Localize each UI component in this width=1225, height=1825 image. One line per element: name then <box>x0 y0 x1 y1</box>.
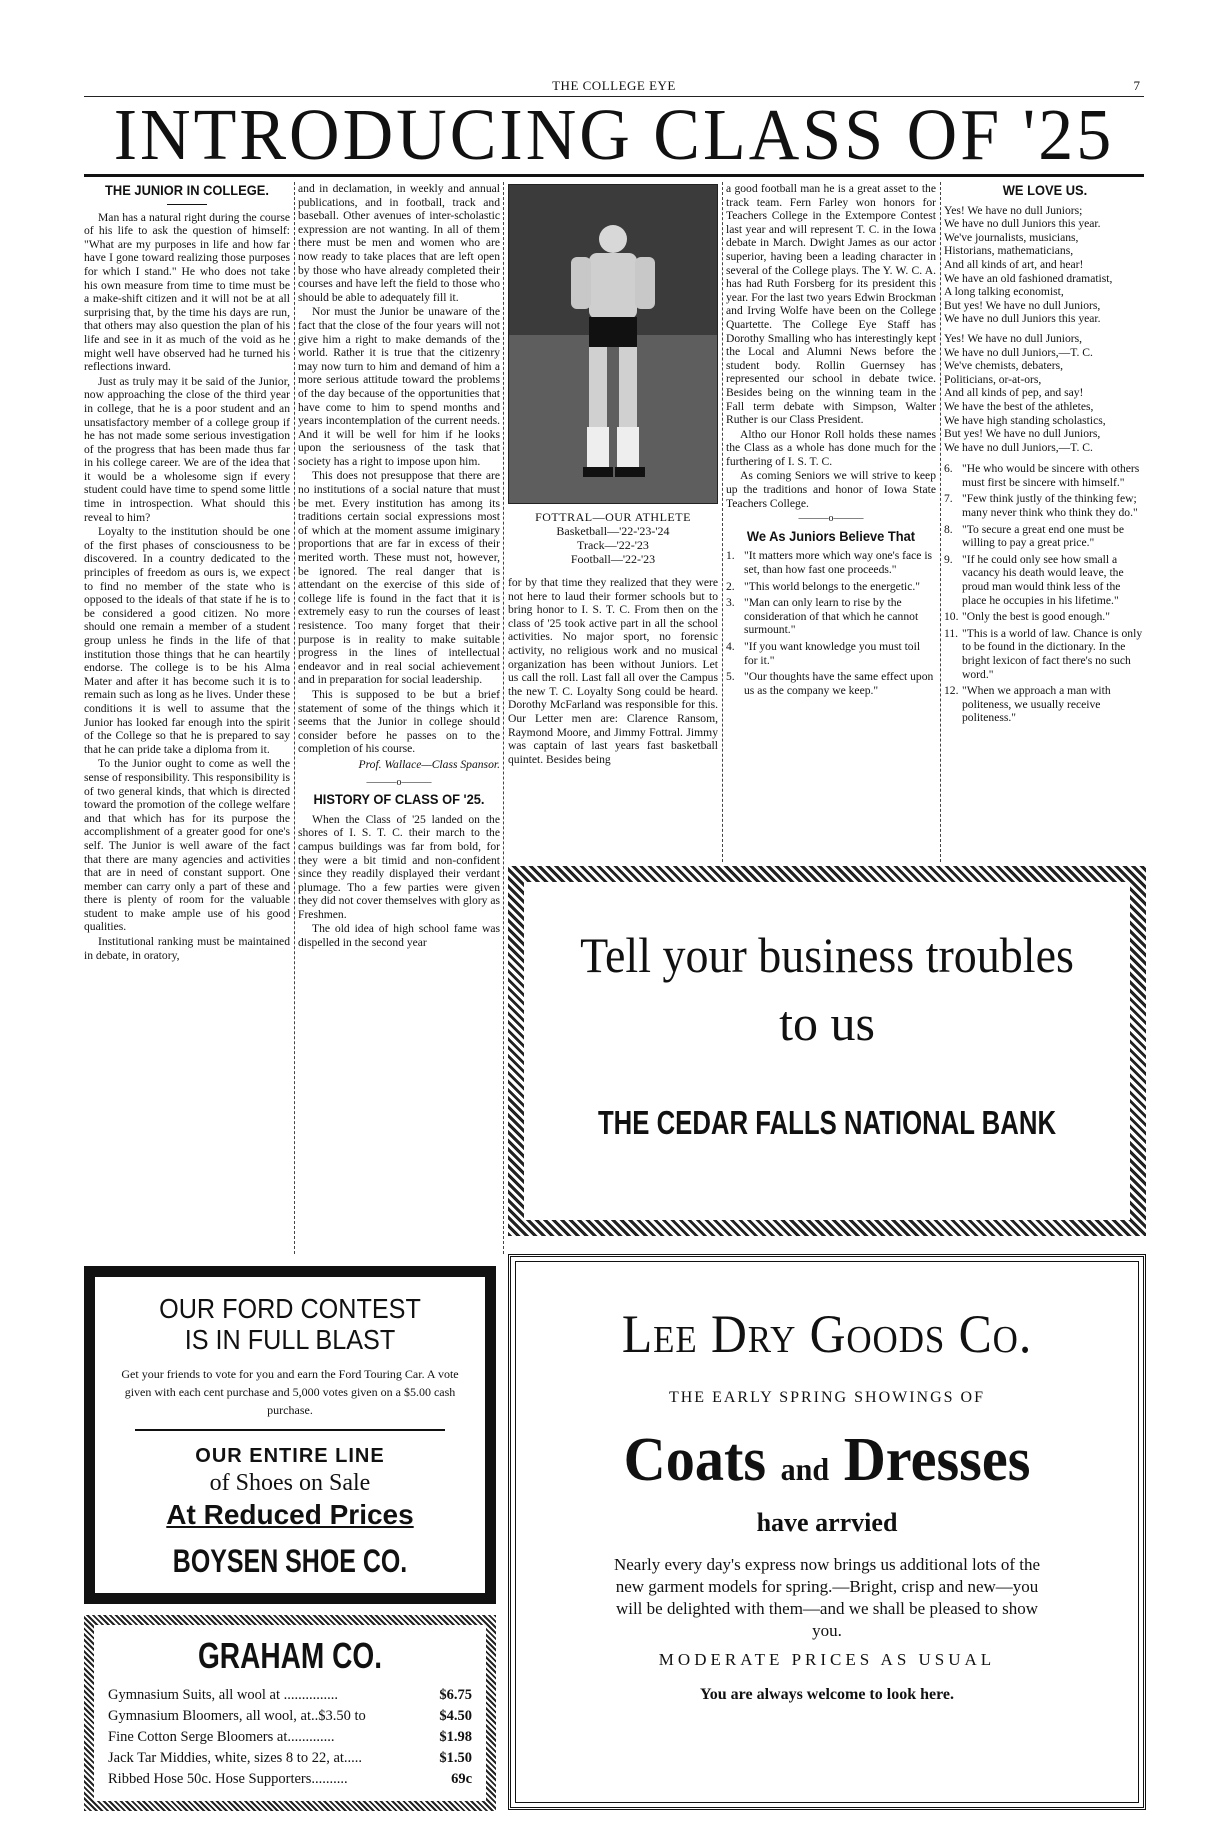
separator: ———o——— <box>798 513 864 525</box>
believe-heading: We As Juniors Believe That <box>746 527 916 544</box>
history-paragraph: As coming Seniors we will strive to keep up the traditions and honor of Iowa State Teachers College. <box>726 469 936 510</box>
caption-title: FOTTRAL—OUR ATHLETE <box>535 510 691 524</box>
poem-line: We have no dull Juniors this year. <box>944 312 1101 326</box>
item-text: "Few think justly of the thinking few; many never think who think they do." <box>962 492 1138 520</box>
price-row <box>108 1706 472 1727</box>
junior-paragraph: Loyalty to the institution should be one of the first phases of consciousness to be discovered. In a country dedicated to the principles of freedom as ours is, we expect to find no member of the state who is opposed to the ideals of that state if he is to be considered a good citizen. No more should one remain a member of a student group unless he finds in the life of that institution those things that he can heartily endorse. The college is to be his Alma Mater and after it has become such it is to remain such as long as he lives. Under these conditions it is well to assume that the Junior has looked far enough into the spirit of the College so that he is prepared to say that he can pride take a diploma from it. <box>84 525 290 756</box>
history-paragraph: a good football man he is a great asset to the track team. Fern Farley won honors for Teachers College in the Extempore Contest last year and will represent T. C. in the Iowa debate in March. Dwight James as our actor superior, having been a leading character in several of the College plays. The Y. W. C. A. has had Ruth Forsberg for its president this year. For the last two years Edwin Brockman and Irving Wolfe have been on the College Quartette. The College Eye Staff has Dorothy Smalling who has interestingly kept the Local and Alumni News before the student body. Rollin Guernsey has represented our school in debate twice. Besides being on the winning team in the Fall term debate with Simpson, Walter Ruther is our Class President. <box>726 182 936 427</box>
love-poem <box>944 204 1146 455</box>
lee-name: Lee Dry Goods Co. <box>621 1304 1033 1364</box>
poem-line: Historians, mathematicians, <box>944 244 1074 258</box>
signature: Prof. Wallace—Class Spansor. <box>358 757 500 771</box>
item-text: "He who would be sincere with others must first be sincere with himself." <box>962 462 1140 489</box>
graham-ad-body <box>94 1625 486 1801</box>
sale-line-2: of Shoes on Sale <box>209 1470 371 1496</box>
athlete-figure <box>509 185 717 503</box>
item-text: "When we approach a man with politeness, we usually receive politeness." <box>962 684 1111 725</box>
price-value: $4.50 <box>439 1708 472 1724</box>
item-number: 6. <box>944 462 953 476</box>
item-number: 7. <box>944 492 953 506</box>
boysen-advertisement <box>84 1266 496 1604</box>
junior-paragraph: To the Junior ought to come as well the sense of responsibility. This responsibility is of two general kinds, that which is directed toward the promotion of the college welfare and that which has for its purpose the accomplishment of a greater good for one's self. The Junior is well aware of the fact that there are many agencies and activities that are in need of constant support. One member can carry only a part of these and there is plenty of room for the valuable student to make ample use of his good qualities. <box>84 757 290 934</box>
bank-advertisement <box>508 866 1146 1236</box>
item-number: 12. <box>944 684 959 698</box>
list-item <box>726 640 936 667</box>
history-heading: HISTORY OF CLASS OF '25. <box>313 791 485 808</box>
page-headline: INTRODUCING CLASS OF '25 <box>113 95 1115 176</box>
list-item <box>726 580 936 594</box>
poem-line: We've chemists, debaters, <box>944 359 1063 373</box>
junior-paragraph: Nor must the Junior be unaware of the fact that the close of the four years will not give him a right to make demands of the world. Rather it is true that the citizenry may now turn to him and demand of him a more serious attitude toward the problems of the day because of the opportunities that have come to him to spend months and years incontemplation of the current needs. And it will be well for him if he looks upon the seriousness of the task that society has a right to impose upon him. <box>298 305 500 468</box>
caption-line: Track—'22-'23 <box>577 538 649 552</box>
column-divider <box>503 182 504 1254</box>
item-number: 1. <box>726 549 735 563</box>
item-text: "This is a world of law. Chance is only to be found in the dictionary. In the bright lexicon of fact there's no such word." <box>962 626 1143 681</box>
poem-line: We have high standing scholastics, <box>944 413 1106 427</box>
junior-paragraph: and in declamation, in weekly and annual publications, and in football, track and baseball. Other avenues of inter-scholastic expression are not wanting. In all of them there must be men and women who are now ready to take places that are left open by those who have already completed their courses and have left the field to those who should be able to adequately fill it. <box>298 182 500 304</box>
column-divider <box>940 182 941 862</box>
poem-line: Yes! We have no dull Juniors, <box>944 331 1083 345</box>
item-text: "Our thoughts have the same effect upon us as the company we keep." <box>744 670 934 697</box>
athlete-photo <box>508 184 718 504</box>
love-list <box>944 462 1146 725</box>
ford-title-2: IS IN FULL BLAST <box>184 1324 396 1355</box>
column-2 <box>298 182 500 1254</box>
graham-advertisement <box>84 1615 496 1811</box>
ford-body: Get your friends to vote for you and earn the Ford Touring Car. A vote given with each cent purchase and 5,000 votes given on a $5.00 cash purchase. <box>121 1367 459 1417</box>
poem-line: We have an old fashioned dramatist, <box>944 271 1113 285</box>
column-divider <box>722 182 723 862</box>
believe-list <box>726 549 936 697</box>
price-value: $1.98 <box>439 1729 472 1745</box>
item-text: "It matters more which way one's face is set, than how fast one proceeds." <box>744 549 933 577</box>
and-word: and <box>780 1451 830 1487</box>
list-item <box>726 549 936 576</box>
junior-paragraph: Institutional ranking must be maintained in debate, in oratory, <box>84 935 290 962</box>
poem-line: A long talking economist, <box>944 285 1064 299</box>
lee-arrived: have arrvied <box>756 1508 898 1537</box>
item-number: 3. <box>726 596 735 610</box>
lee-subtitle: THE EARLY SPRING SHOWINGS OF <box>668 1389 986 1406</box>
item-text: "Only the best is good enough." <box>962 610 1110 624</box>
poem-line: We have no dull Juniors,—T. C. <box>944 345 1093 359</box>
poem-line: And all kinds of pep, and say! <box>944 386 1084 400</box>
item-number: 9. <box>944 552 953 566</box>
poem-line: Yes! We have no dull Juniors; <box>944 203 1083 217</box>
list-item <box>726 670 936 697</box>
price-item: Jack Tar Middies, white, sizes 8 to 22, at..... <box>108 1750 363 1766</box>
price-item: Ribbed Hose 50c. Hose Supporters.......... <box>108 1771 348 1787</box>
item-number: 11. <box>944 626 959 640</box>
column-1 <box>84 182 290 1254</box>
price-item: Fine Cotton Serge Bloomers at............. <box>108 1729 335 1745</box>
list-item <box>944 627 1146 681</box>
item-number: 10. <box>944 610 959 624</box>
poem-line: We have no dull Juniors,—T. C. <box>944 440 1093 454</box>
item-number: 2. <box>726 579 735 593</box>
caption-line: Football—'22-'23 <box>570 552 656 566</box>
sale-line-1: OUR ENTIRE LINE <box>195 1445 385 1467</box>
poem-line: Politicians, or-at-ors, <box>944 372 1042 386</box>
item-number: 5. <box>726 670 735 684</box>
graham-title: GRAHAM CO. <box>197 1635 383 1676</box>
column-5 <box>944 182 1146 862</box>
list-item <box>944 523 1146 550</box>
poem-line: We have no dull Juniors this year. <box>944 217 1101 231</box>
item-text: "This world belongs to the energetic." <box>744 579 921 593</box>
price-row <box>108 1769 472 1790</box>
list-item <box>726 596 936 637</box>
item-number: 4. <box>726 640 735 653</box>
price-row <box>108 1748 472 1769</box>
coats-word: Coats <box>623 1426 767 1494</box>
boysen-name: BOYSEN SHOE CO. <box>172 1543 408 1579</box>
lee-description: Nearly every day's express now brings us additional lots of the new garment models for spring.—Bright, crisp and new—you will be delighted with them—and we shall be pleased to show you. <box>613 1555 1041 1640</box>
heading-rule <box>167 204 207 205</box>
item-text: "If you want knowledge you must toil for it." <box>744 640 921 667</box>
junior-paragraph: Man has a natural right during the course of his life to ask the question of himself: "What are my purposes in life and how far have I gone toward realizing those purposes for which I stand." He who does not take his own measure from time to time must be a make-shift citizen and it will not be at all surprising that, by the time his days are run, that others may also question the plan of his life and see in it as much of the void as he might well have observed had he turned his reflections inward. <box>84 210 290 374</box>
separator: ———o——— <box>366 776 432 788</box>
lee-welcome: You are always welcome to look here. <box>699 1686 955 1703</box>
list-item <box>944 610 1146 624</box>
caption-line: Basketball—'22-'23-'24 <box>556 524 670 538</box>
item-text: "Man can only learn to rise by the consideration of that which he cannot surmount." <box>744 596 919 637</box>
poem-line: We've journalists, musicians, <box>944 230 1079 244</box>
history-paragraph: Altho our Honor Roll holds these names the Class as a whole has done much for the furthering of I. S. T. C. <box>726 427 936 468</box>
price-value: $6.75 <box>439 1687 472 1703</box>
lee-advertisement <box>508 1254 1146 1810</box>
poem-line: And all kinds of art, and hear! <box>944 257 1084 271</box>
love-heading: WE LOVE US. <box>1002 182 1088 198</box>
history-paragraph: The old idea of high school fame was dispelled in the second year <box>298 922 500 950</box>
junior-paragraph: Just as truly may it be said of the Junior, now approaching the close of the third year in college, that he is a poor student and an unsatisfactory member of a college group if he has not made some serious investigation of the progress that has been made thus far in his college career. We are of the idea that it would be a wholesome sign if every student could have time to spend some little time in introspection. What should this reveal to him? <box>84 374 290 524</box>
poem-line: But yes! We have no dull Juniors, <box>944 298 1101 312</box>
ad-divider <box>135 1429 445 1431</box>
price-value: 69c <box>451 1771 472 1787</box>
item-text: "To secure a great end one must be willing to pay a great price." <box>962 522 1124 550</box>
poem-line: We have the best of the athletes, <box>944 399 1094 413</box>
dresses-word: Dresses <box>843 1426 1031 1494</box>
junior-heading: THE JUNIOR IN COLLEGE. <box>105 182 269 198</box>
history-paragraph: When the Class of '25 landed on the shores of I. S. T. C. their march to the campus buildings was far from bold, for they were a bit timid and non-confident since they readily displayed their verdant plumage. Tho a few parties were given they did not cover themselves with glory as Freshmen. <box>298 812 500 921</box>
poem-line: But yes! We have no dull Juniors, <box>944 427 1101 441</box>
list-item <box>944 684 1146 725</box>
lee-moderate: MODERATE PRICES AS USUAL <box>658 1650 996 1669</box>
lee-coats-dresses <box>530 1426 1124 1500</box>
paper-title: THE COLLEGE EYE <box>552 78 676 93</box>
bank-ad-line1: Tell your business troubles <box>580 927 1074 983</box>
list-item <box>944 553 1146 607</box>
bank-ad-body <box>524 882 1130 1220</box>
photo-caption <box>508 510 718 566</box>
headline-rule <box>84 174 1144 177</box>
price-item: Gymnasium Bloomers, all wool, at..$3.50 to <box>108 1708 366 1724</box>
column-3 <box>508 576 718 848</box>
price-row <box>108 1727 472 1748</box>
sale-line-3: At Reduced Prices <box>166 1499 414 1530</box>
column-4 <box>726 182 936 862</box>
item-text: "If he could only see how small a vacancy his death would leave, the proud man would think less of the place he occupies in his lifetime." <box>962 552 1124 607</box>
item-number: 8. <box>944 522 953 536</box>
bank-name: THE CEDAR FALLS NATIONAL BANK <box>597 1104 1057 1141</box>
junior-paragraph: This does not presuppose that there are no institutions of a social nature that must be met. Every institution has among its traditions certain social expressions most of which at the moment assume imiginary proportions that are far in excess of their merited worth. These must not, however, be ignored. The real danger that is attendant on the exercise of this side of college life is found in the fact that it is extremely easy to run the courses of least resistence. Too many forget that their purpose is in reality to make suitable progress in the lines of intellectual endeavor and in real social achievement and in preparation for social leadership. <box>298 469 500 687</box>
price-item: Gymnasium Suits, all wool at ............... <box>108 1687 338 1703</box>
bank-ad-line2: to us <box>779 995 875 1051</box>
junior-paragraph: This is supposed to be but a brief statement of some of the things which it seems that the Junior in college should consider before he passes on to the completion of his course. <box>298 687 500 756</box>
list-item <box>944 462 1146 489</box>
history-paragraph: for by that time they realized that they were not here to laud their former schools but to bring honor to I. S. T. C. From then on the class of '25 took active part in all the school activities. No major sport, no forensic activity, no religious work and no musical organization has been without Juniors. Let us call the roll. Last fall all over the Campus the new T. C. Loyalty Song could be heard. Dorothy McFarland was responsible for this. Our Letter men are: Clarence Ransom, Raymond Moore, and Jimmy Fottral. Jimmy was captain of last years fast basketball quintet. Besides being <box>508 576 718 766</box>
page-number: 7 <box>1133 78 1140 93</box>
column-divider <box>294 182 295 1254</box>
list-item <box>944 492 1146 519</box>
price-row <box>108 1685 472 1706</box>
ford-title-1: OUR FORD CONTEST <box>159 1293 421 1324</box>
price-value: $1.50 <box>439 1750 472 1766</box>
